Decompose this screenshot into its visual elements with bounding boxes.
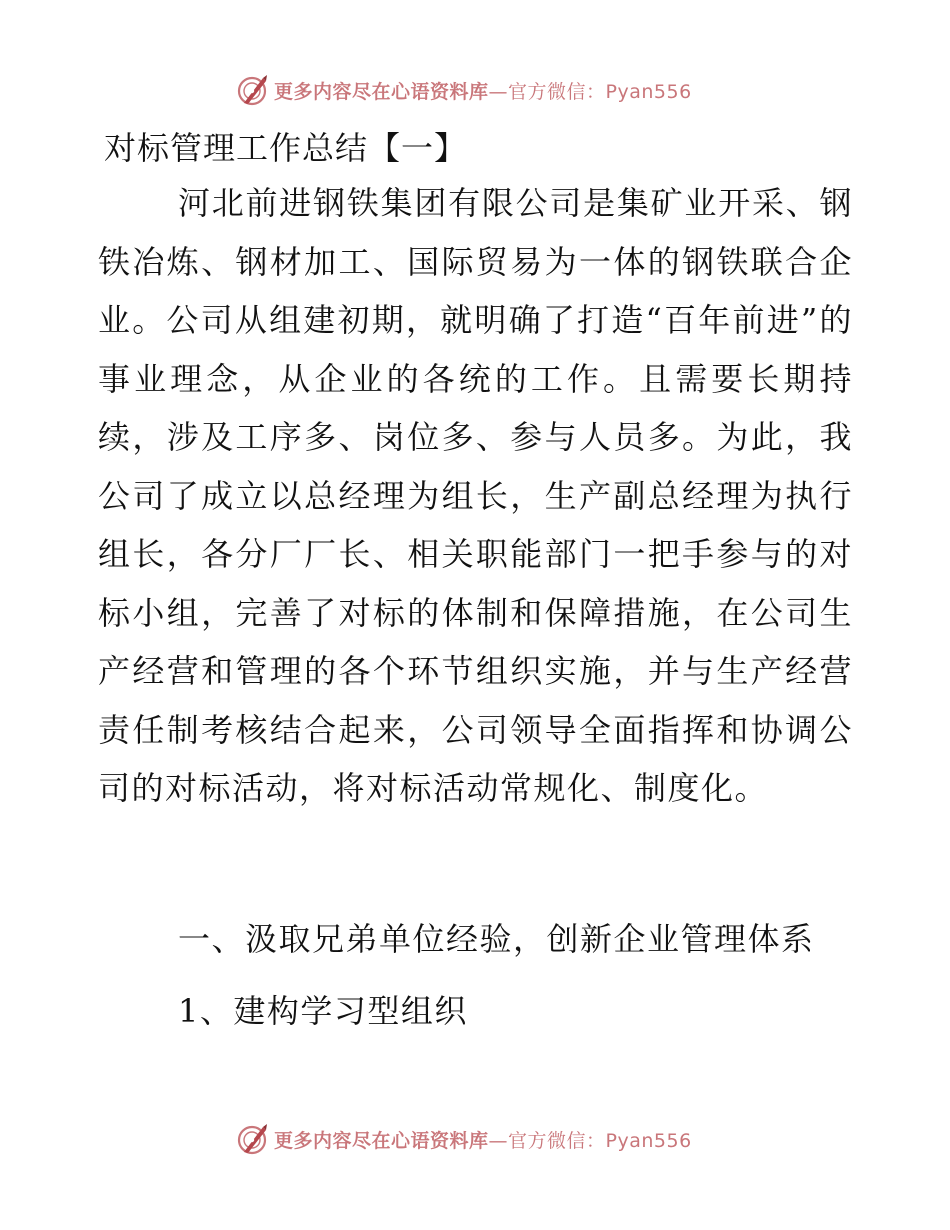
banner-text: 更多内容尽在心语资料库 [274,1129,489,1152]
sub-heading: 1、建构学习型组织 [178,992,468,1030]
header-banner [236,72,692,108]
banner-contact: —官方微信：Pyan556 [488,1129,692,1152]
banner-contact: —官方微信：Pyan556 [488,80,692,103]
footer-banner [236,1121,692,1157]
quill-pen-logo-icon [236,1122,270,1156]
banner-text: 更多内容尽在心语资料库 [274,80,489,103]
section-heading: 一、汲取兄弟单位经验，创新企业管理体系 [178,920,815,958]
quill-pen-logo-icon [236,73,270,107]
document-title: 对标管理工作总结【一】 [104,129,468,167]
body-paragraph: 河北前进钢铁集团有限公司是集矿业开采、钢铁冶炼、钢材加工、国际贸易为一体的钢铁联合企业。公司从组建初期，就明确了打造“百年前进”的事业理念，从企业的各统的工作。且需要长期持续，涉及工序多、岗位多、参与人员多。为此，我公司了成立以总经理为组长，生产副总经理为执行组长，各分厂厂长、相关职能部门一把手参与的对标小组，完善了对标的体制和保障措施，在公司生产经营和管理的各个环节组织实施，并与生产经营责任制考核结合起来，公司领导全面指挥和协调公司的对标活动，将对标活动常规化、制度化。 [98,184,853,807]
